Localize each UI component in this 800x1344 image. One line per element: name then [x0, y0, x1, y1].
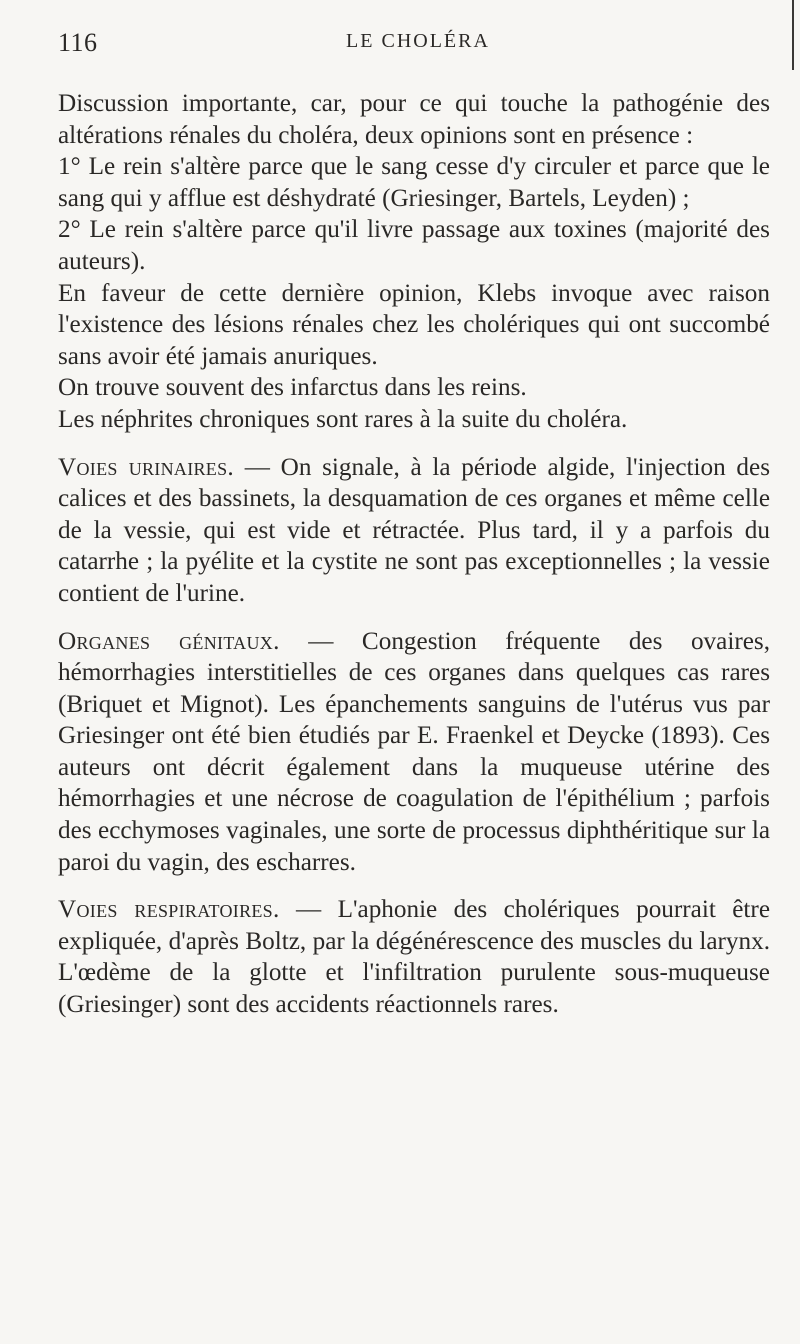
- section-voies-urinaires: [58, 452, 770, 610]
- running-title: LE CHOLÉRA: [346, 30, 490, 52]
- paragraph-klebs: En faveur de cette dernière opinion, Klebs invoque avec raison l'existence des lésions rénales chez les cholériques qui ont succombé sans avoir été jamais anuriques.: [58, 279, 770, 370]
- paragraph-infarctus: On trouve souvent des infarctus dans les reins.: [58, 374, 527, 402]
- paragraph-opinion-2: 2° Le rein s'altère parce qu'il livre passage aux toxines (majorité des auteurs).: [58, 216, 770, 275]
- section-voies-respiratoires: [58, 894, 770, 1020]
- body-text: [58, 88, 770, 1021]
- paragraph-nephrites: Les néphrites chroniques sont rares à la suite du choléra.: [58, 405, 628, 433]
- section-heading-genitaux: Organes génitaux.: [58, 627, 280, 655]
- paragraph-opinion-1: 1° Le rein s'altère parce que le sang cesse d'y circuler et parce que le sang qui y afflue est déshydraté (Griesinger, Bartels, Leyden) ;: [58, 153, 770, 212]
- paragraph-intro: Discussion importante, car, pour ce qui touche la pathogénie des altérations rénales du choléra, deux opinions sont en présence :: [58, 90, 770, 149]
- section-text-urinaires: — On signale, à la période algide, l'injection des calices et des bassinets, la desquamation de ces organes et même celle de la vessie, qui est vide et rétractée. Plus tard, il y a parfois du catarrhe ; la pyélite et la cystite ne sont pas exceptionnelles ; la vessie contient de l'urine.: [58, 453, 771, 607]
- section-text-respiratoires: — L'aphonie des cholériques pourrait être expliquée, d'après Boltz, par la dégénérescence des muscles du larynx. L'œdème de la glotte et l'infiltration purulente sous-muqueuse (Griesinger) sont des accidents réactionnels rares.: [58, 896, 770, 1019]
- page-number: 116: [58, 28, 98, 57]
- section-organes-genitaux: [58, 626, 770, 879]
- section-text-genitaux: — Congestion fréquente des ovaires, hémorrhagies interstitielles de ces organes dans quelques cas rares (Briquet et Mignot). Les épanchements sanguins de l'utérus vus par Griesinger ont été bien étudiés par E. Fraenkel et Deycke (1893). Ces auteurs ont décrit également dans la muqueuse utérine des hémorrhagies et une nécrose de coagulation de l'épithélium ; parfois des ecchymoses vaginales, une sorte de processus diphthéritique sur la paroi du vagin, des escharres.: [58, 627, 770, 876]
- page-header: [58, 28, 758, 58]
- page-edge-mark: [792, 0, 794, 70]
- section-heading-urinaires: Voies urinaires.: [58, 453, 235, 481]
- section-heading-respiratoires: Voies respiratoires.: [58, 896, 280, 924]
